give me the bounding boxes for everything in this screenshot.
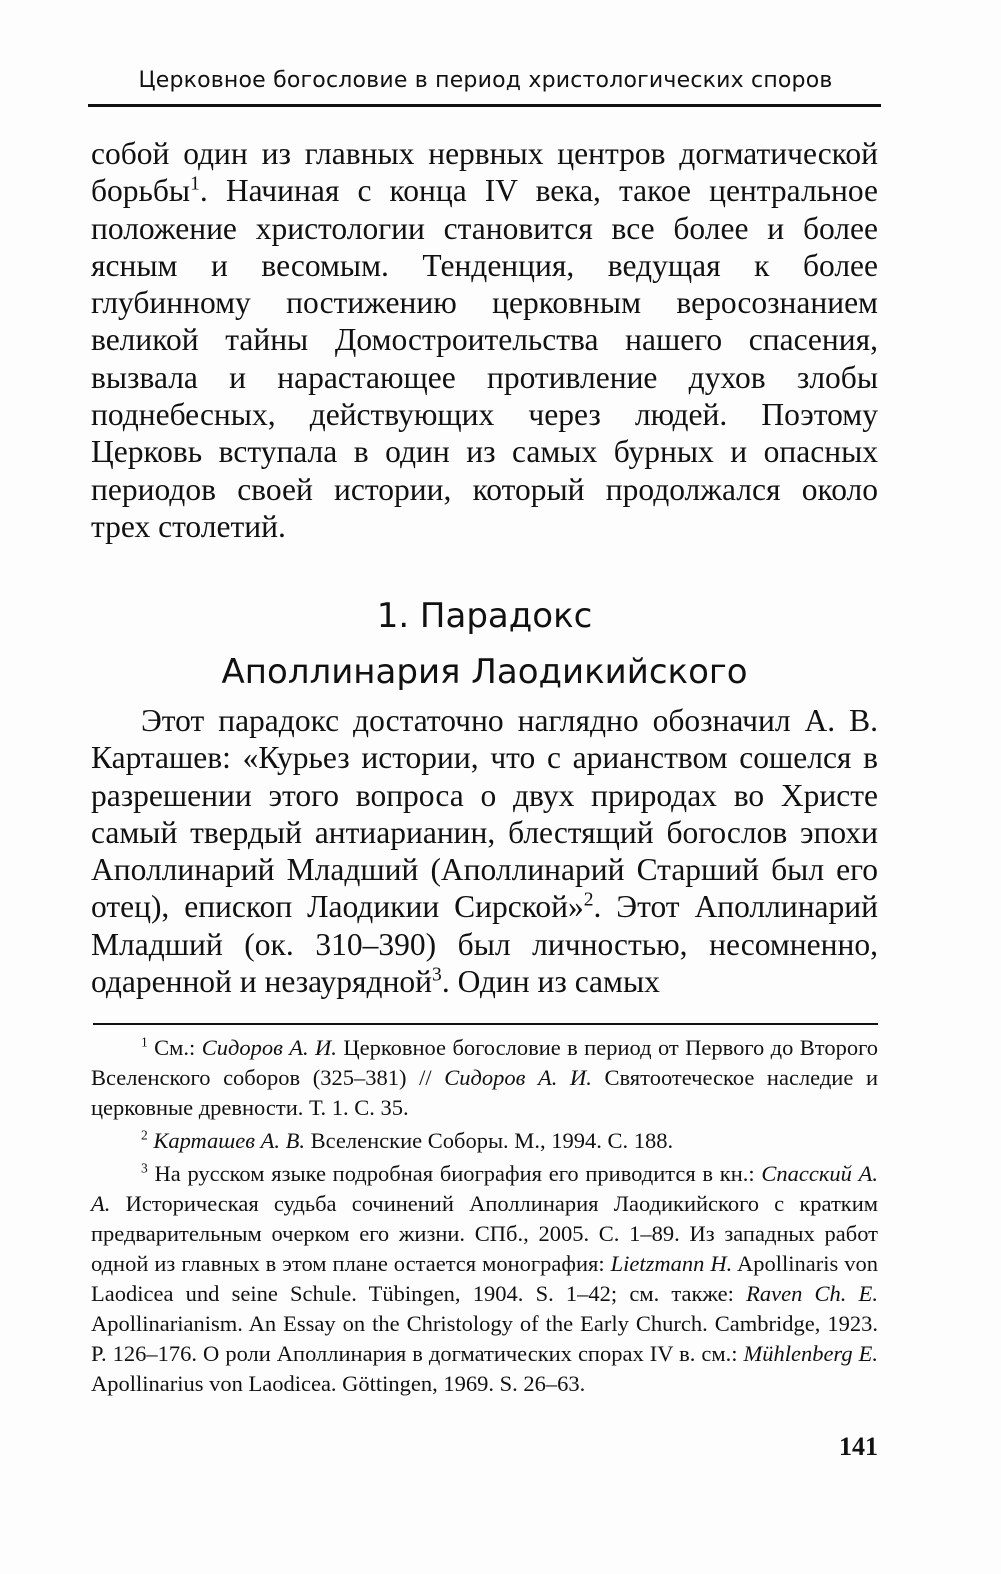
footnote-3-author: Lietzmann H. <box>610 1251 733 1276</box>
footnote-3-text: Apollinarianism. An Essay on the Christology of the Early Church. Cambridge, 1923. P. 126–176. О роли Аполлинария в догматических спорах IV в. см.: <box>91 1311 878 1366</box>
header-rule <box>88 104 881 107</box>
footnote-2-text: Вселенские Соборы. М., 1994. С. 188. <box>305 1128 674 1153</box>
paragraph-1 <box>91 135 878 545</box>
paragraph-1-text-a: собой один из главных нервных центров догматической борьбы <box>91 136 878 209</box>
footnote-1-author: Сидоров А. И. <box>201 1035 337 1060</box>
footnote-3-number: 3 <box>141 1160 148 1176</box>
page-number: 141 <box>839 1432 878 1461</box>
footnote-3-author: Спасский А. А. <box>91 1161 879 1216</box>
footnote-3-text: На русском языке подробная биография его приводится в кн.: <box>147 1161 762 1186</box>
section-heading-line-2: Аполлинария Лаодикийского <box>221 652 748 692</box>
footnote-3-author: Raven Ch. E. <box>746 1281 878 1306</box>
paragraph-1-text-b: . Начиная с конца IV века, такое центральное положение христологии становится все более и более ясным и весомым. Тенденция, ведущая к более глубинному постижению церковным веросознанием великой тайны Домостроительства нашего спасения, вызвала и нарастающее противление духов злобы поднебесных, действующих через людей. Поэтому Церковь вступала в один из самых бурных и опасных периодов своей истории, который продолжался около трех столетий. <box>91 173 878 544</box>
paragraph-2 <box>91 702 878 1000</box>
section-heading-line-1: 1. Парадокс <box>376 596 593 636</box>
footnote-3 <box>91 1159 878 1399</box>
footnote-2 <box>91 1126 878 1156</box>
paragraph-2-text-b: . Этот Аполлинарий Младший (ок. 310–390) был личностью, несомненно, одаренной и незаурядной <box>91 889 878 1000</box>
footnote-1-text: См.: <box>147 1035 202 1060</box>
footnote-3-text: Apollinarius von Laodicea. Göttingen, 1969. S. 26–63. <box>91 1371 586 1396</box>
footnotes <box>91 1033 878 1399</box>
footnote-2-number: 2 <box>141 1127 148 1143</box>
footnote-ref-1[interactable]: 1 <box>190 173 200 195</box>
paragraph-2-text-c: . Один из самых <box>441 964 660 1000</box>
running-head: Церковное богословие в период христологических споров <box>138 68 833 93</box>
section-heading <box>91 588 878 700</box>
footnote-1-number: 1 <box>141 1034 148 1050</box>
footnote-ref-3[interactable]: 3 <box>432 964 442 986</box>
footnote-1-text: Святоотеческое наследие и церковные древности. Т. 1. С. 35. <box>91 1065 878 1120</box>
footnote-1 <box>91 1033 878 1123</box>
footnote-3-text: Историческая судьба сочинений Аполлинария Лаодикийского с кратким предварительным очерком его жизни. СПб., 2005. С. 1–89. Из западных работ одной из главных в этом плане остается монография: <box>91 1191 878 1276</box>
footnote-3-text: Apollinaris von Laodicea und seine Schule. Tübingen, 1904. S. 1–42; см. также: <box>91 1251 879 1306</box>
paragraph-2-text-a: Этот парадокс достаточно наглядно обозначил А. В. Карташев: «Курьез истории, что с арианством сошелся в разрешении этого вопроса о двух природах во Христе самый твердый антиарианин, блестящий богослов эпохи Аполлинарий Младший (Аполлинарий Старший был его отец), епископ Лаодикии Сирской» <box>91 703 878 925</box>
footnote-ref-2[interactable]: 2 <box>583 889 594 911</box>
footnote-3-author: Mühlenberg E. <box>743 1341 878 1366</box>
footnote-1-text: Церковное богословие в период от Первого до Второго Вселенского соборов (325–381) // <box>91 1035 878 1090</box>
footnote-rule <box>93 1023 878 1025</box>
footnote-1-author: Сидоров А. И. <box>444 1065 592 1090</box>
footnote-2-author: Карташев А. В. <box>147 1128 306 1153</box>
